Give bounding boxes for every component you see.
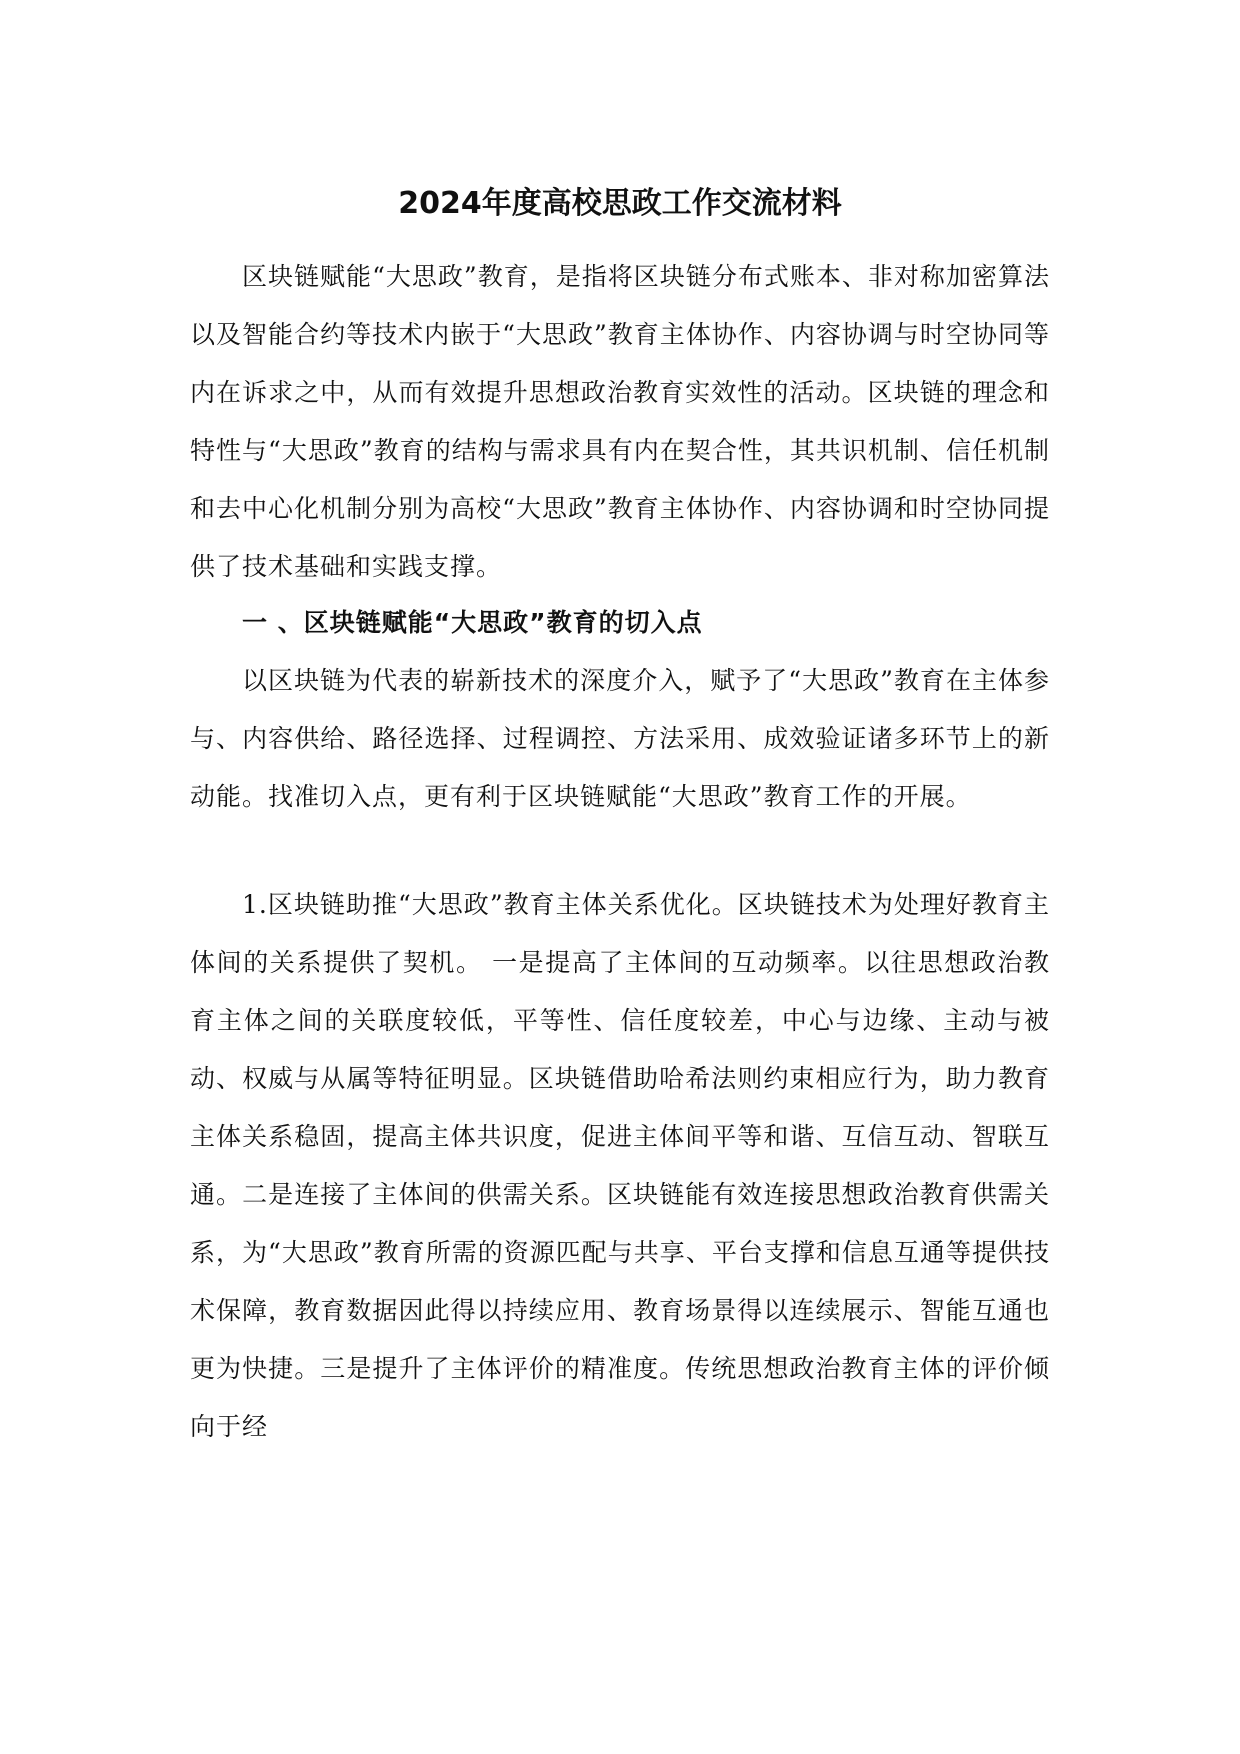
section-heading: 一 、区块链赋能“大思政”教育的切入点 [242,608,703,637]
document-title: 2024年度高校思政工作交流材料 [398,186,842,221]
section-paragraph: 以区块链为代表的崭新技术的深度介入，赋予了“大思政”教育在主体参与、内容供给、路径选择、过程调控、方法采用、成效验证诸多环节上的新动能。找准切入点，更有利于区块链赋能“大思政”教育工作的开展。 [190,666,1050,811]
intro-paragraph: 区块链赋能“大思政”教育，是指将区块链分布式账本、非对称加密算法以及智能合约等技术内嵌于“大思政”教育主体协作、内容协调与时空协同等内在诉求之中，从而有效提升思想政治教育实效性的活动。区块链的理念和特性与“大思政”教育的结构与需求具有内在契合性，其共识机制、信任机制和去中心化机制分别为高校“大思政”教育主体协作、内容协调和时空协同提供了技术基础和实践支撑。 [190,262,1050,581]
section-paragraph: 1.区块链助推“大思政”教育主体关系优化。区块链技术为处理好教育主体间的关系提供了契机。 一是提高了主体间的互动频率。以往思想政治教育主体之间的关联度较低，平等性、信任度较差，中心与边缘、主动与被动、权威与从属等特征明显。区块链借助哈希法则约束相应行为，助力教育主体关系稳固，提高主体共识度，促进主体间平等和谐、互信互动、智联互通。二是连接了主体间的供需关系。区块链能有效连接思想政治教育供需关系，为“大思政”教育所需的资源匹配与共享、平台支撑和信息互通等提供技术保障，教育数据因此得以持续应用、教育场景得以连续展示、智能互通也更为快捷。三是提升了主体评价的精准度。传统思想政治教育主体的评价倾向于经 [190,890,1050,1441]
